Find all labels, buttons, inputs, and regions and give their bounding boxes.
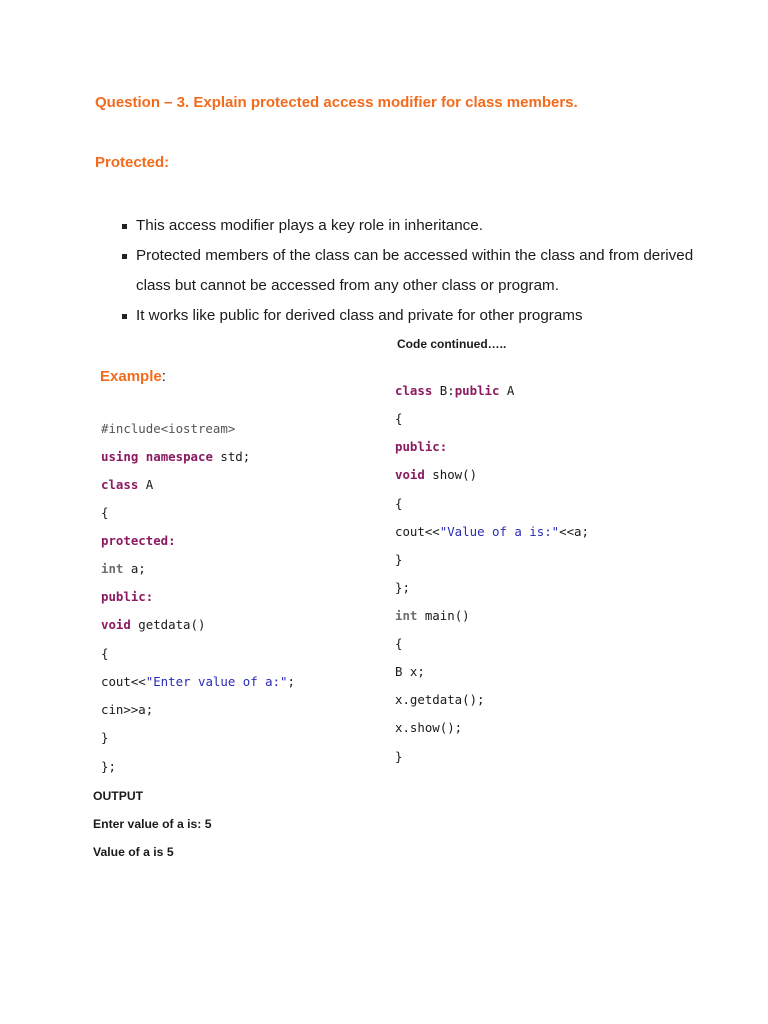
code-line: #include<iostream> <box>101 421 236 436</box>
code-line: } <box>101 730 109 745</box>
code-text: <<a; <box>559 524 589 539</box>
example-heading-text: Example <box>100 368 162 385</box>
code-text: cout<< <box>101 674 146 689</box>
code-keyword: int <box>395 608 418 623</box>
code-keyword: void <box>395 467 425 482</box>
question-title: Question – 3. Explain protected access modifier for class members. <box>95 94 578 111</box>
code-keyword: class <box>395 383 433 398</box>
code-line: protected: <box>101 533 176 548</box>
code-line: { <box>395 411 403 426</box>
code-line: { <box>101 646 109 661</box>
code-line: cin>>a; <box>101 702 154 717</box>
bullet-item: Protected members of the class can be accessed within the class and from derived class but cannot be accessed from any other class or program. <box>120 241 716 301</box>
output-line: Value of a is 5 <box>93 845 174 859</box>
code-text: A <box>138 477 154 492</box>
code-text: cout<< <box>395 524 440 539</box>
code-keyword: int <box>101 561 124 576</box>
code-text: ; <box>287 674 295 689</box>
code-continued-label: Code continued….. <box>397 337 507 351</box>
code-string: "Value of a is:" <box>439 524 560 539</box>
code-line <box>101 561 146 576</box>
code-text: A <box>499 383 515 398</box>
code-line: }; <box>101 759 116 774</box>
code-line <box>395 383 514 398</box>
code-line <box>101 617 205 632</box>
code-line <box>395 524 589 539</box>
code-line: public: <box>395 439 448 454</box>
code-line: { <box>395 496 403 511</box>
code-line: x.getdata(); <box>395 692 485 707</box>
code-line: } <box>395 749 403 764</box>
output-line: Enter value of a is: 5 <box>93 817 212 831</box>
example-heading <box>100 368 166 385</box>
code-text: a; <box>123 561 146 576</box>
code-line <box>395 608 470 623</box>
section-heading: Protected: <box>95 154 170 171</box>
bullet-item: This access modifier plays a key role in inheritance. <box>120 211 716 241</box>
code-line <box>395 467 477 482</box>
example-heading-colon: : <box>161 368 166 385</box>
output-label: OUTPUT <box>93 789 144 803</box>
code-text: std; <box>212 449 251 464</box>
code-line: { <box>101 505 109 520</box>
code-line: B x; <box>395 664 425 679</box>
code-line <box>101 449 250 464</box>
code-keyword: class <box>101 477 139 492</box>
code-line: public: <box>101 589 154 604</box>
bullet-list <box>120 211 716 331</box>
code-keyword: namespace <box>145 449 213 464</box>
code-line: } <box>395 552 403 567</box>
code-text: main() <box>417 608 470 623</box>
code-line: x.show(); <box>395 720 463 735</box>
code-keyword: using <box>101 449 139 464</box>
bullet-item: It works like public for derived class and private for other programs <box>120 301 716 331</box>
code-keyword: void <box>101 617 131 632</box>
code-text: getdata() <box>130 617 206 632</box>
code-line <box>101 477 153 492</box>
code-keyword: public <box>454 383 500 398</box>
code-line: { <box>395 636 403 651</box>
code-text: B: <box>432 383 455 398</box>
code-line: }; <box>395 580 410 595</box>
code-text: show() <box>424 467 478 482</box>
code-string: "Enter value of a:" <box>145 674 288 689</box>
code-line <box>101 674 295 689</box>
